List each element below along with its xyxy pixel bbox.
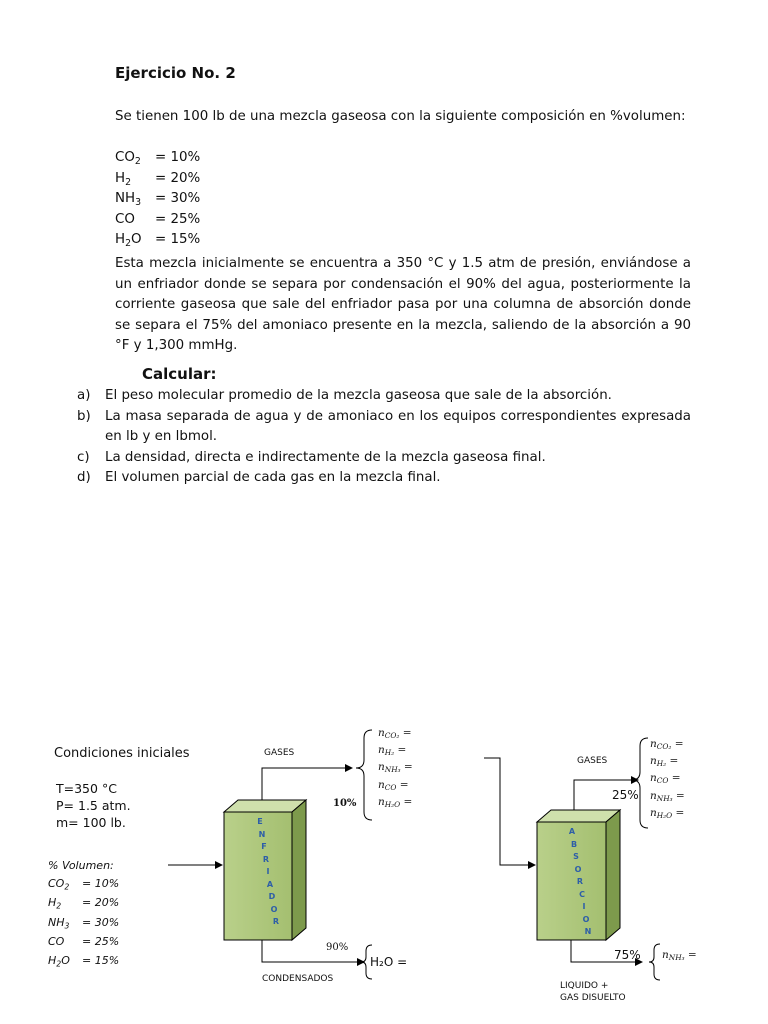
condition-pressure: P= 1.5 atm. [56,798,131,813]
brace-gases-1 [356,730,372,820]
transfer-arrow [484,758,535,865]
gas-terms-1: $n_{CO_2}$ = $n_{H_2}$ = $n_{NH_3}$ = $n_{CO}$ = $n_{H_2O}$ = [378,727,413,810]
liquid-term: $n_{NH_3}$ = [662,949,697,963]
brace-liquid [649,944,660,980]
gases-label-2: GASES [577,756,608,766]
condition-mass: m= 100 lb. [56,815,126,830]
composition-item: CO = 25% [115,211,201,227]
condensate-label: CONDENSADOS [262,974,334,984]
condensate-arrow [262,940,364,962]
pct-condensate: 90% [326,942,349,953]
volume-title: % Volumen: [48,859,114,872]
description-paragraph: Esta mezcla inicialmente se encuentra a 350 °C y 1.5 atm de presión, enviándose a un enfriador donde se separa por condensación el 90% del agua, posteriormente la corriente gaseosa que sale del enfriador pasa por una columna de absorción donde se separa el 75% del amoniaco presente en la mezcla, saliendo de la absorción a 90 °F y 1,300 mmHg. [115,256,691,353]
cooler-label: E N F R I A D O R [257,817,280,926]
exercise-title: Ejercicio No. 2 [115,64,236,82]
initial-conditions-list [56,780,131,831]
gas-terms-2: $n_{CO_2}$ = $n_{H_2}$ = $n_{CO}$ = $n_{NH_3}$ = $n_{H_2O}$ = [650,738,685,821]
brace-gases-2 [632,738,648,828]
condensate-term: H₂O = [370,955,408,969]
question-item: b) La masa separada de agua y de amoniaco en los equipos correspondientes expresada en lb y en lbmol. [77,408,691,444]
liquid-label [560,980,626,1004]
pct-gas-1: 10% [333,798,357,809]
intro-paragraph: Se tienen 100 lb de una mezcla gaseosa con la siguiente composición en %volumen: [115,109,686,124]
condition-temperature: T=350 °C [56,781,117,796]
volume-list: $CO_2 = 10\%$ $H_2 = 20\%$ $NH_3 = 30\%$ CO = 25% $H_2O = 15\%$ [48,877,120,969]
absorber-label: A B S O R C I O N [568,827,592,936]
composition-item: $H_2 = 20\%$ [115,170,201,188]
pct-gas-2: 25% [612,788,639,802]
liquid-label-line1: LIQUIDO + [560,981,609,991]
gases-label-1: GASES [264,748,295,758]
composition-item: $CO_2 = 10\%$ [115,150,201,167]
liquid-label-line2: GAS DISUELTO [560,993,626,1003]
calcular-heading: Calcular: [142,365,217,383]
pct-liquid: 75% [614,948,641,962]
question-item: a) El peso molecular promedio de la mezcla gaseosa que sale de la absorción. [77,388,612,403]
initial-conditions-title: Condiciones iniciales [54,746,190,761]
question-item: c) La densidad, directa e indirectamente de la mezcla gaseosa final. [77,449,546,465]
question-item: d) El volumen parcial de cada gas en la mezcla final. [77,470,441,485]
composition-item: $NH_3 = 30\%$ [115,191,201,208]
composition-item: $H_2O = 15\%$ [115,232,201,249]
